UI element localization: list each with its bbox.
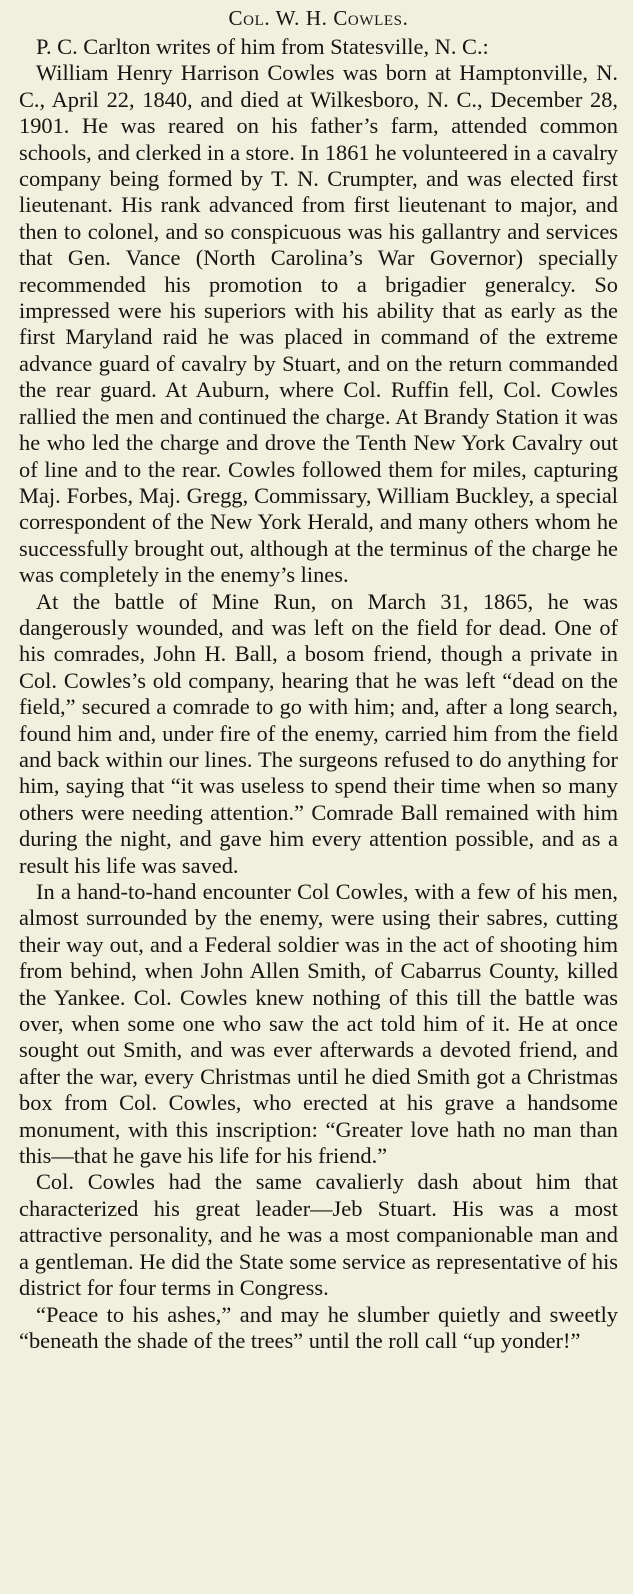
- paragraph-intro: P. C. Carlton writes of him from Statesville, N. C.:: [36, 34, 489, 59]
- paragraph-character: Col. Cowles had the same cavalierly dash about him that characterized his great leader—Jeb Stuart. His was a most attractive personality, and he was a most companionable man and a gentleman. He did the State some service as representative of his district for four terms in Congress.: [19, 1169, 618, 1301]
- paragraph-hand-to-hand: In a hand-to-hand encounter Col Cowles, with a few of his men, almost surrounded by the enemy, were using their sabres, cutting their way out, and a Federal soldier was in the act of shooting him from behind, when John Allen Smith, of Cabarrus County, killed the Yankee. Col. Cowles knew nothing of this till the battle was over, when some one who saw the act told him of it. He at once sought out Smith, and was ever afterwards a devoted friend, and after the war, every Christmas until he died Smith got a Christmas box from Col. Cowles, who erected at his grave a handsome monument, with this inscription: “Greater love hath no man than this—that he gave his life for his friend.”: [19, 879, 618, 1169]
- paragraph-biography: William Henry Harrison Cowles was born at Hamptonville, N. C., April 22, 1840, and died at Wilkesboro, N. C., December 28, 1901. He was reared on his father’s farm, attended common schools, and clerked in a store. In 1861 he volunteered in a cavalry company being formed by T. N. Crumpter, and was elected first lieutenant. His rank advanced from first lieutenant to major, and then to colonel, and so conspicuous was his gallantry and services that Gen. Vance (North Carolina’s War Governor) specially recommended his promotion to a brigadier generalcy. So impressed were his superiors with his ability that as early as the first Maryland raid he was placed in command of the extreme advance guard of cavalry by Stuart, and on the return commanded the rear guard. At Auburn, where Col. Ruffin fell, Col. Cowles rallied the men and continued the charge. At Brandy Station it was he who led the charge and drove the Tenth New York Cavalry out of line and to the rear. Cowles followed them for miles, capturing Maj. Forbes, Maj. Gregg, Commissary, William Buckley, a special correspondent of the New York Herald, and many others whom he successfully brought out, although at the terminus of the charge he was completely in the enemy’s lines.: [19, 60, 618, 588]
- paragraph-closing: “Peace to his ashes,” and may he slumber quietly and sweetly “beneath the shade of the trees” until the roll call “up yonder!”: [19, 1301, 618, 1353]
- paragraph-mine-run: At the battle of Mine Run, on March 31, 1865, he was dangerously wounded, and was left on the field for dead. One of his comrades, John H. Ball, a bosom friend, though a private in Col. Cowles’s old company, hearing that he was left “dead on the field,” secured a comrade to go with him; and, after a long search, found him and, under fire of the enemy, carried him from the field and back within our lines. The surgeons refused to do anything for him, saying that “it was useless to spend their time when so many others were needing attention.” Comrade Ball remained with him during the night, and gave him every attention possible, and as a result his life was saved.: [19, 588, 618, 878]
- article-title: Col. W. H. Cowles.: [228, 6, 409, 30]
